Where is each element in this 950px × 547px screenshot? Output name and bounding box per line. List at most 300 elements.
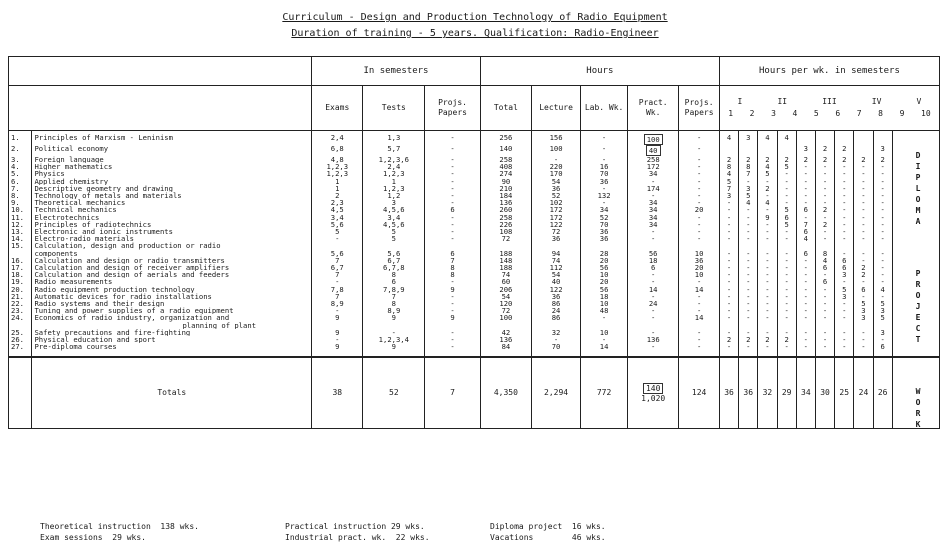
lab-hours-cell: - [581, 156, 628, 163]
subject-row [9, 314, 940, 321]
week-hours-cell: - [796, 178, 815, 185]
week-hours-cell: - [854, 228, 873, 235]
pract-hours-cell [628, 278, 679, 285]
exams-cell: 9 [312, 343, 363, 357]
lecture-hours-cell [532, 322, 581, 329]
week-hours-cell: - [777, 307, 796, 314]
hours-per-week-header: Hours per wk. in semesters [719, 57, 939, 86]
tests-cell: 1,2,3 [363, 170, 425, 177]
week-hours-cell: - [854, 163, 873, 170]
footer-industrial: Industrial pract. wk. 22 wks. [285, 533, 430, 542]
side-word-work [912, 386, 924, 430]
lab-col-header: Lab. Wk. [581, 86, 628, 131]
tests-cell: 1,2,3 [363, 185, 425, 192]
week-hours-cell: - [873, 250, 892, 257]
side-word-diploma [912, 150, 924, 227]
week-hours-cell [892, 131, 939, 146]
lecture-hours-cell: 102 [532, 199, 581, 206]
subject-number: 13. [9, 228, 32, 235]
week-hours-cell: - [758, 343, 777, 357]
lab-hours-cell: 20 [581, 278, 628, 285]
projs-papers-cell: - [425, 145, 481, 156]
year-label: V [916, 97, 922, 106]
week-hours-cell: 4 [873, 286, 892, 293]
total-hours-cell: 184 [480, 192, 531, 199]
side-letter: P [915, 269, 921, 278]
totals-week-2: 36 [739, 357, 758, 429]
tests-cell: 9 [363, 343, 425, 357]
week-hours-cell: - [777, 329, 796, 336]
projs-hours-cell [679, 242, 720, 249]
side-letter: T [915, 335, 921, 344]
week-hours-cell: - [835, 329, 854, 336]
week-hours-cell [815, 242, 834, 249]
exams-cell [312, 242, 363, 249]
projs-papers-cell: 6 [425, 206, 481, 213]
week-hours-cell: 8 [815, 250, 834, 257]
week-hours-cell: - [758, 228, 777, 235]
subject-number: 15. [9, 242, 32, 249]
totals-week-1: 36 [719, 357, 738, 429]
week-hours-cell: - [873, 214, 892, 221]
week-hours-cell: - [758, 300, 777, 307]
subject-number: 8. [9, 192, 32, 199]
week-hours-cell: 5 [854, 300, 873, 307]
totals-lab: 772 [581, 357, 628, 429]
week-hours-cell: 4 [777, 131, 796, 146]
projs-papers-cell: - [425, 131, 481, 146]
pract-hours-cell [628, 228, 679, 235]
side-letter: E [915, 313, 921, 322]
week-hours-cell: - [777, 170, 796, 177]
total-hours-cell: 74 [480, 271, 531, 278]
week-hours-cell: 3 [835, 293, 854, 300]
week-hours-cell: 5 [835, 286, 854, 293]
week-hours-cell: - [719, 235, 738, 242]
week-hours-cell: 5 [719, 178, 738, 185]
pract-hours-value: 56 [648, 249, 658, 257]
week-hours-cell [892, 228, 939, 235]
projs-papers-col-header: Projs. Papers [425, 86, 481, 131]
projs-hours-cell: 14 [679, 314, 720, 321]
week-hours-cell: - [815, 178, 834, 185]
total-hours-cell: 72 [480, 235, 531, 242]
lab-hours-cell: - [581, 336, 628, 343]
tests-cell: 5 [363, 235, 425, 242]
pract-hours-cell [628, 257, 679, 264]
lab-hours-cell: - [581, 145, 628, 156]
subject-name: Calculation and design or radio transmitters [32, 257, 312, 264]
exams-cell: 9 [312, 329, 363, 336]
lab-hours-cell: 70 [581, 221, 628, 228]
tests-cell: 5 [363, 228, 425, 235]
lab-hours-cell: 20 [581, 257, 628, 264]
total-hours-cell: 136 [480, 336, 531, 343]
week-hours-cell: - [719, 250, 738, 257]
week-hours-cell: 5 [777, 206, 796, 213]
week-hours-cell: 2 [758, 336, 777, 343]
week-hours-cell: - [815, 329, 834, 336]
week-hours-cell: - [873, 293, 892, 300]
week-hours-cell: 3 [796, 145, 815, 156]
footer-theoretical: Theoretical instruction 138 wks. [40, 522, 199, 531]
week-hours-cell: 5 [873, 300, 892, 307]
week-hours-cell: - [854, 329, 873, 336]
subject-name: Radio equipment production technology [32, 286, 312, 293]
week-hours-cell: - [854, 185, 873, 192]
projs-papers-cell: - [425, 192, 481, 199]
subject-name: Technology of metals and materials [32, 192, 312, 199]
projs-hours-cell: - [679, 156, 720, 163]
side-letter: D [915, 151, 921, 160]
projs-papers-cell: - [425, 163, 481, 170]
week-hours-cell [777, 242, 796, 249]
lab-hours-cell: 36 [581, 178, 628, 185]
lecture-hours-cell: 220 [532, 163, 581, 170]
week-hours-cell: 3 [739, 185, 758, 192]
week-hours-cell: - [739, 228, 758, 235]
pract-hours-cell [628, 206, 679, 213]
subject-number: 2. [9, 145, 32, 156]
pract-hours-value: - [651, 271, 656, 279]
exams-col-header: Exams [312, 86, 363, 131]
week-hours-cell: - [835, 163, 854, 170]
projs-papers-cell: - [425, 185, 481, 192]
week-hours-cell: - [739, 278, 758, 285]
lab-hours-cell [581, 322, 628, 329]
subject-number: 3. [9, 156, 32, 163]
week-hours-cell: - [796, 185, 815, 192]
pract-hours-value: 34 [648, 206, 658, 214]
lab-hours-cell: 10 [581, 329, 628, 336]
week-hours-cell: - [719, 307, 738, 314]
projs-papers-cell: - [425, 221, 481, 228]
subject-number: 24. [9, 314, 32, 321]
week-hours-cell: - [719, 286, 738, 293]
subject-number: 21. [9, 293, 32, 300]
week-hours-cell: - [835, 278, 854, 285]
week-hours-cell: - [777, 293, 796, 300]
lab-hours-cell: 16 [581, 163, 628, 170]
lab-hours-cell: 36 [581, 228, 628, 235]
week-hours-cell [815, 131, 834, 146]
week-hours-cell: 5 [758, 170, 777, 177]
week-hours-cell: - [777, 278, 796, 285]
pract-hours-value: 136 [646, 336, 660, 344]
projs-papers-cell: - [425, 170, 481, 177]
projs-papers-cell: - [425, 214, 481, 221]
week-hours-cell: - [777, 264, 796, 271]
pract-hours-cell [628, 221, 679, 228]
side-letter: M [915, 206, 921, 215]
week-hours-cell: - [777, 300, 796, 307]
exams-cell: 7 [312, 257, 363, 264]
lab-hours-cell: - [581, 314, 628, 321]
week-hours-cell: - [758, 286, 777, 293]
projs-papers-cell: - [425, 336, 481, 343]
pract-hours-cell [628, 343, 679, 357]
week-hours-cell: 7 [719, 185, 738, 192]
week-hours-cell: - [873, 206, 892, 213]
week-hours-cell: - [739, 329, 758, 336]
week-hours-cell: - [796, 329, 815, 336]
week-hours-cell [873, 322, 892, 329]
pract-hours-value: 100 [644, 134, 663, 145]
year-label: II [777, 97, 788, 106]
totals-pract-top: 140 [643, 383, 663, 394]
week-hours-cell: - [796, 343, 815, 357]
lecture-hours-cell: 36 [532, 235, 581, 242]
tests-cell: 1,3 [363, 131, 425, 146]
subject-name: Pre-diploma courses [32, 343, 312, 357]
week-hours-cell: - [719, 271, 738, 278]
week-hours-cell: - [796, 170, 815, 177]
week-hours-cell: - [835, 199, 854, 206]
totals-tests: 52 [363, 357, 425, 429]
week-hours-cell: - [796, 214, 815, 221]
week-hours-cell [796, 242, 815, 249]
pract-hours-cell [628, 286, 679, 293]
curriculum-table [8, 56, 940, 429]
lab-hours-cell: 34 [581, 206, 628, 213]
subject-number: 5. [9, 170, 32, 177]
total-hours-cell: 120 [480, 300, 531, 307]
week-hours-cell: - [873, 228, 892, 235]
tests-col-header: Tests [363, 86, 425, 131]
projs-papers-cell: - [425, 178, 481, 185]
subject-number: 23. [9, 307, 32, 314]
subject-row [9, 271, 940, 278]
week-hours-cell: - [796, 199, 815, 206]
week-hours-cell: - [719, 264, 738, 271]
side-letter: L [915, 184, 921, 193]
week-hours-cell: - [739, 221, 758, 228]
week-hours-cell: - [835, 185, 854, 192]
pract-hours-value: 34 [648, 220, 658, 229]
projs-hours-cell: - [679, 235, 720, 242]
week-hours-cell: - [758, 250, 777, 257]
subject-number [9, 250, 32, 257]
week-hours-cell: - [758, 293, 777, 300]
pract-hours-value: - [651, 228, 656, 236]
week-hours-cell: - [796, 192, 815, 199]
subject-name: Higher mathematics [32, 163, 312, 170]
pract-col-header: Pract. Wk. [628, 86, 679, 131]
week-hours-cell: - [719, 206, 738, 213]
side-letter: O [915, 291, 921, 300]
subject-row [9, 235, 940, 242]
week-hours-cell: - [758, 278, 777, 285]
week-hours-cell [892, 242, 939, 249]
week-hours-cell: - [835, 178, 854, 185]
projs-hours-cell [679, 322, 720, 329]
lecture-hours-cell: 32 [532, 329, 581, 336]
week-hours-cell: 4 [796, 235, 815, 242]
lecture-hours-cell: - [532, 336, 581, 343]
projs-hours-cell: - [679, 307, 720, 314]
week-hours-cell: 2 [777, 336, 796, 343]
pract-hours-value: - [651, 314, 656, 322]
totals-exams: 38 [312, 357, 363, 429]
exams-cell: - [312, 307, 363, 314]
week-hours-cell: - [796, 293, 815, 300]
side-letter: J [915, 302, 921, 311]
week-hours-cell: - [854, 343, 873, 357]
week-hours-cell: - [739, 286, 758, 293]
side-letter: K [915, 420, 921, 429]
week-hours-cell: - [739, 300, 758, 307]
week-hours-cell: - [739, 293, 758, 300]
week-hours-cell: - [719, 293, 738, 300]
total-hours-cell: 274 [480, 170, 531, 177]
hours-header: Hours [480, 57, 719, 86]
week-hours-cell: - [796, 300, 815, 307]
pract-hours-value: - [651, 343, 656, 352]
week-hours-cell [758, 322, 777, 329]
subject-name: Calculation and design of aerials and feeders [32, 271, 312, 278]
week-hours-cell: 2 [835, 156, 854, 163]
lecture-hours-cell: 170 [532, 170, 581, 177]
subject-row [9, 257, 940, 264]
week-hours-cell [815, 322, 834, 329]
projs-hours-cell: - [679, 343, 720, 357]
subject-row [9, 156, 940, 163]
tests-cell: 2,4 [363, 163, 425, 170]
week-hours-cell: 2 [854, 264, 873, 271]
lab-hours-cell: 18 [581, 293, 628, 300]
pract-hours-value: 258 [646, 156, 660, 164]
week-hours-cell: 2 [739, 336, 758, 343]
week-hours-cell: - [835, 307, 854, 314]
week-hours-cell: - [854, 235, 873, 242]
pract-hours-cell [628, 156, 679, 163]
total-hours-cell: 260 [480, 206, 531, 213]
total-hours-cell: 188 [480, 264, 531, 271]
subject-number: 27. [9, 343, 32, 357]
week-hours-cell: - [835, 250, 854, 257]
week-hours-cell: - [739, 343, 758, 357]
week-hours-cell: - [777, 271, 796, 278]
exams-cell: 7 [312, 271, 363, 278]
document-subtitle: Duration of training - 5 years. Qualification: Radio-Engineer [291, 28, 659, 39]
week-hours-cell [777, 145, 796, 156]
subject-number: 26. [9, 336, 32, 343]
total-hours-cell: 148 [480, 257, 531, 264]
projs-papers-cell: - [425, 199, 481, 206]
total-hours-cell [480, 322, 531, 329]
week-hours-cell: - [758, 178, 777, 185]
exams-cell: - [312, 235, 363, 242]
week-hours-cell: 4 [719, 131, 738, 146]
semester-label: 2 [749, 109, 755, 118]
pract-hours-value: - [651, 177, 656, 185]
year-label: IV [871, 97, 882, 106]
week-hours-cell: - [739, 206, 758, 213]
subject-number: 7. [9, 185, 32, 192]
subject-number: 25. [9, 329, 32, 336]
week-hours-cell: - [796, 264, 815, 271]
footer-diploma-project: Diploma project 16 wks. [490, 522, 606, 531]
week-hours-cell: 2 [739, 156, 758, 163]
side-letter: O [915, 195, 921, 204]
week-hours-cell: - [777, 199, 796, 206]
lecture-hours-cell: 156 [532, 131, 581, 146]
week-hours-cell [892, 250, 939, 257]
subject-name: Physical education and sport [32, 336, 312, 343]
week-hours-cell: - [835, 221, 854, 228]
tests-cell: 9 [363, 314, 425, 321]
projs-papers-cell: - [425, 228, 481, 235]
lab-hours-cell: 56 [581, 286, 628, 293]
exams-cell: 5,6 [312, 250, 363, 257]
total-hours-cell: 42 [480, 329, 531, 336]
projs-hours-cell: - [679, 145, 720, 156]
projs-papers-cell: 7 [425, 257, 481, 264]
week-hours-cell: - [777, 257, 796, 264]
week-hours-cell: 6 [815, 264, 834, 271]
semester-numbers-header [719, 86, 939, 131]
subject-number: 18. [9, 271, 32, 278]
semester-label: 6 [835, 109, 841, 118]
week-hours-cell [892, 343, 939, 357]
week-hours-cell: - [777, 178, 796, 185]
week-hours-cell: - [758, 314, 777, 321]
week-hours-cell: 6 [796, 228, 815, 235]
week-hours-cell: - [835, 314, 854, 321]
pract-hours-cell [628, 199, 679, 206]
exams-cell: 8,9 [312, 300, 363, 307]
week-hours-cell: - [873, 336, 892, 343]
exams-cell: 2,4 [312, 131, 363, 146]
week-hours-cell: - [873, 278, 892, 285]
week-hours-cell: - [854, 192, 873, 199]
exams-cell: 1,2,3 [312, 170, 363, 177]
subject-number: 19. [9, 278, 32, 285]
week-hours-cell: - [777, 235, 796, 242]
week-hours-cell: - [719, 221, 738, 228]
exams-cell: 2 [312, 192, 363, 199]
side-letter: I [915, 162, 921, 171]
subject-row [9, 242, 940, 249]
footer-vacations: Vacations 46 wks. [490, 533, 606, 542]
week-hours-cell: - [835, 206, 854, 213]
semester-label: 9 [899, 109, 905, 118]
subject-row [9, 192, 940, 199]
projs-hours-cell: - [679, 293, 720, 300]
subject-row [9, 264, 940, 271]
pract-hours-value: 172 [646, 163, 660, 171]
subject-name: planning of plant [32, 322, 312, 329]
exams-cell: 2,3 [312, 199, 363, 206]
week-hours-cell: 3 [873, 307, 892, 314]
tests-cell: 7,8,9 [363, 286, 425, 293]
week-hours-cell: - [873, 192, 892, 199]
lecture-hours-cell: 52 [532, 192, 581, 199]
semester-label: 5 [813, 109, 819, 118]
week-hours-cell [873, 242, 892, 249]
subject-name: Descriptive geometry and drawing [32, 185, 312, 192]
week-hours-cell: 6 [854, 286, 873, 293]
total-hours-cell: 84 [480, 343, 531, 357]
semester-label: 10 [921, 109, 931, 118]
week-hours-cell: - [835, 192, 854, 199]
subject-row [9, 336, 940, 343]
subject-name: Principles of radiotechnics [32, 221, 312, 228]
subject-name: Applied chemistry [32, 178, 312, 185]
week-hours-cell: - [815, 199, 834, 206]
week-hours-cell: - [873, 235, 892, 242]
subject-number: 12. [9, 221, 32, 228]
